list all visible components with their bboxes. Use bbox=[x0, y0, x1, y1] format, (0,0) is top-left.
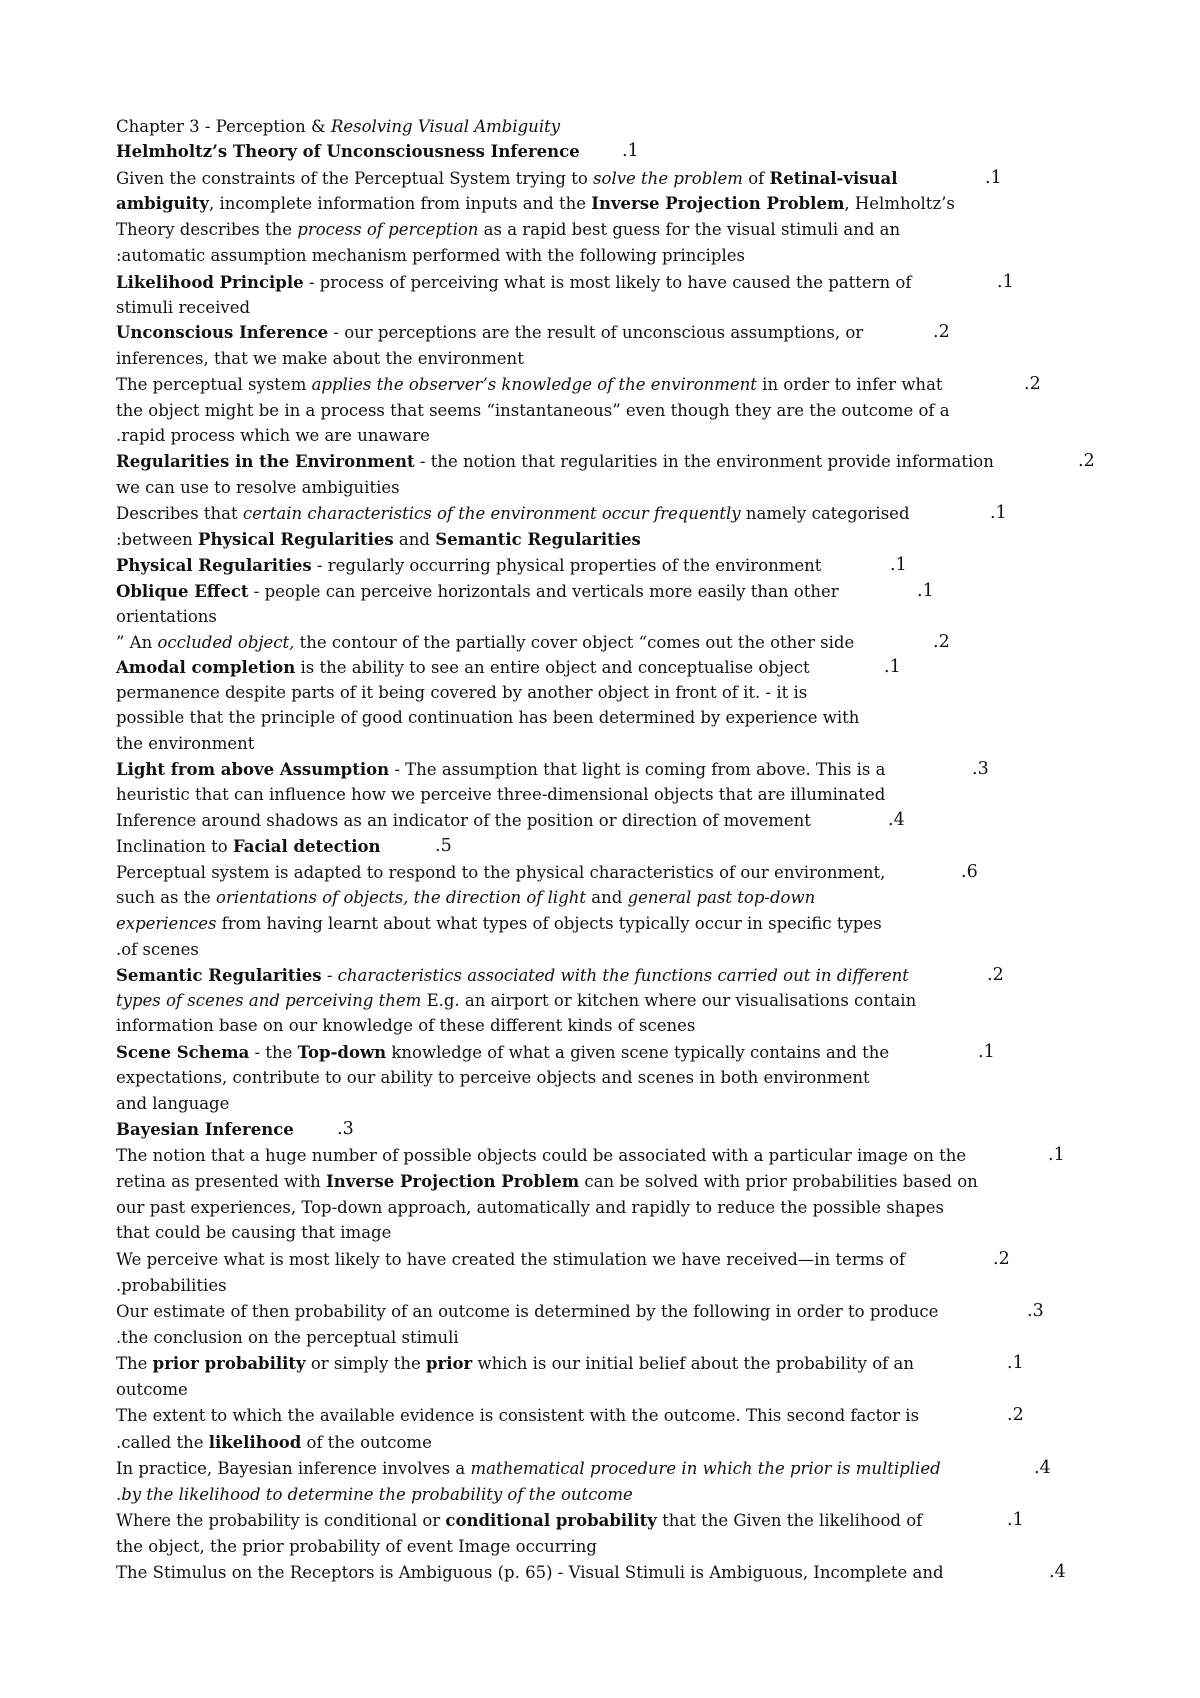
list-number: .4 bbox=[888, 810, 905, 830]
text-line bbox=[116, 784, 885, 806]
text-span: The extent to which the available evidence is consistent with the outcome. This second factor is bbox=[116, 1406, 920, 1425]
text-span: , Helmholtz’s bbox=[844, 194, 955, 213]
text-line bbox=[116, 759, 885, 781]
text-span: expectations, contribute to our ability to perceive objects and scenes in both environment bbox=[116, 1068, 870, 1087]
list-number: .1 bbox=[1048, 1145, 1065, 1165]
text-span: can be solved with prior probabilities based on bbox=[579, 1172, 978, 1191]
italic-text: occluded object, bbox=[157, 633, 295, 652]
bold-text: Top-down bbox=[297, 1043, 387, 1062]
text-span: Given the constraints of the Perceptual System trying to bbox=[116, 169, 594, 188]
text-line bbox=[116, 1484, 633, 1506]
text-span: the object might be in a process that seems “instantaneous” even though they are the outcome of a bbox=[116, 401, 950, 420]
text-span: we can use to resolve ambiguities bbox=[116, 478, 400, 497]
text-span: - regularly occurring physical properties of the environment bbox=[311, 556, 822, 575]
text-line bbox=[116, 219, 900, 241]
bold-text: prior probability bbox=[152, 1354, 306, 1373]
text-line bbox=[116, 1119, 294, 1141]
list-number: .3 bbox=[1027, 1301, 1044, 1321]
italic-text: process of perception bbox=[297, 220, 479, 239]
list-number: .1 bbox=[990, 503, 1007, 523]
bold-text: Regularities in the Environment bbox=[116, 452, 415, 471]
text-span: - our perceptions are the result of unconscious assumptions, or bbox=[328, 323, 864, 342]
text-line bbox=[116, 1275, 227, 1297]
text-span: :between bbox=[116, 530, 199, 549]
text-line bbox=[116, 1145, 966, 1167]
bold-text: Helmholtz’s Theory of Unconsciousness Inference bbox=[116, 142, 580, 161]
text-span: Inference around shadows as an indicator of the position or direction of movement bbox=[116, 811, 811, 830]
text-line bbox=[116, 913, 882, 935]
text-line bbox=[116, 939, 199, 961]
text-span: the contour of the partially cover object “comes out the other side bbox=[294, 633, 855, 652]
list-number: .2 bbox=[1078, 451, 1095, 471]
text-span: - the notion that regularities in the environment provide information bbox=[414, 452, 994, 471]
text-line bbox=[116, 322, 863, 344]
text-span: orientations bbox=[116, 607, 217, 626]
text-line bbox=[116, 272, 911, 294]
text-line bbox=[116, 810, 811, 832]
list-number: .1 bbox=[997, 272, 1014, 292]
text-span: The perceptual system bbox=[116, 375, 312, 394]
text-span: Describes that bbox=[116, 504, 243, 523]
text-line bbox=[116, 887, 815, 909]
text-line bbox=[116, 581, 839, 603]
text-line bbox=[116, 707, 859, 729]
text-span: The Stimulus on the Receptors is Ambiguous (p. 65) - Visual Stimuli is Ambiguous, Incomplete and bbox=[116, 1563, 944, 1582]
chapter-title-italic: Resolving Visual Ambiguity bbox=[330, 117, 561, 136]
text-line bbox=[116, 606, 217, 628]
italic-text: characteristics associated with the functions carried out in different bbox=[337, 966, 909, 985]
text-span: and language bbox=[116, 1094, 230, 1113]
italic-text: solve the problem bbox=[593, 169, 743, 188]
list-number: .1 bbox=[890, 555, 907, 575]
text-line bbox=[116, 374, 943, 396]
text-span: .called the bbox=[116, 1433, 209, 1452]
italic-text: mathematical procedure in which the prior is multiplied bbox=[470, 1459, 941, 1478]
list-number: .1 bbox=[985, 168, 1002, 188]
text-line bbox=[116, 862, 885, 884]
text-line bbox=[116, 555, 821, 577]
list-number: .6 bbox=[961, 862, 978, 882]
text-line bbox=[116, 141, 580, 163]
text-line bbox=[116, 1379, 188, 1401]
text-span: information base on our knowledge of these different kinds of scenes bbox=[116, 1016, 696, 1035]
bold-text: Amodal completion bbox=[116, 658, 296, 677]
list-number: .3 bbox=[972, 759, 989, 779]
list-number: .2 bbox=[987, 965, 1004, 985]
text-span: Inclination to bbox=[116, 837, 233, 856]
text-span: as a rapid best guess for the visual stimuli and an bbox=[478, 220, 901, 239]
italic-text: orientations of objects, the direction of light bbox=[216, 888, 587, 907]
text-span: ” An bbox=[116, 633, 158, 652]
text-span: from having learnt about what types of objects typically occur in specific types bbox=[216, 914, 882, 933]
text-span: which is our initial belief about the probability of an bbox=[472, 1354, 914, 1373]
text-span: retina as presented with bbox=[116, 1172, 326, 1191]
text-span: The notion that a huge number of possible objects could be associated with a particular image on the bbox=[116, 1146, 967, 1165]
list-number: .2 bbox=[933, 632, 950, 652]
text-span: - people can perceive horizontals and verticals more easily than other bbox=[248, 582, 839, 601]
text-span: Perceptual system is adapted to respond to the physical characteristics of our environment, bbox=[116, 863, 886, 882]
text-span: knowledge of what a given scene typically contains and the bbox=[386, 1043, 890, 1062]
text-span: .of scenes bbox=[116, 940, 199, 959]
text-line bbox=[116, 836, 381, 858]
text-line bbox=[116, 425, 430, 447]
text-span: and bbox=[586, 888, 628, 907]
text-line bbox=[116, 1405, 919, 1427]
text-span: possible that the principle of good continuation has been determined by experience with bbox=[116, 708, 860, 727]
text-span: is the ability to see an entire object and conceptualise object bbox=[295, 658, 810, 677]
italic-text: types of scenes and perceiving them bbox=[116, 991, 422, 1010]
bold-text: Oblique Effect bbox=[116, 582, 249, 601]
text-span: the object, the prior probability of event Image occurring bbox=[116, 1537, 597, 1556]
text-span: the environment bbox=[116, 734, 255, 753]
text-line bbox=[116, 632, 854, 654]
text-span: inferences, that we make about the environment bbox=[116, 349, 524, 368]
list-number: .2 bbox=[1007, 1405, 1024, 1425]
text-line bbox=[116, 733, 254, 755]
bold-text: Bayesian Inference bbox=[116, 1120, 294, 1139]
text-line bbox=[116, 1458, 941, 1480]
text-line bbox=[116, 1015, 695, 1037]
text-line bbox=[116, 477, 400, 499]
text-line bbox=[116, 297, 250, 319]
bold-text: Scene Schema bbox=[116, 1043, 250, 1062]
text-line bbox=[116, 1301, 938, 1323]
list-number: .2 bbox=[933, 322, 950, 342]
text-line bbox=[116, 1222, 391, 1244]
bold-text: Unconscious Inference bbox=[116, 323, 329, 342]
list-number: .4 bbox=[1049, 1562, 1066, 1582]
text-line bbox=[116, 990, 916, 1012]
text-span: - the bbox=[249, 1043, 298, 1062]
italic-text: general past top-down bbox=[627, 888, 816, 907]
text-line bbox=[116, 245, 745, 267]
list-number: .1 bbox=[622, 141, 639, 161]
text-line bbox=[116, 1042, 889, 1064]
italic-text: certain characteristics of the environment occur frequently bbox=[242, 504, 741, 523]
bold-text: Inverse Projection Problem bbox=[326, 1172, 580, 1191]
bold-text: ambiguity bbox=[116, 194, 209, 213]
list-number: .4 bbox=[1034, 1458, 1051, 1478]
list-number: .1 bbox=[978, 1042, 995, 1062]
text-span: namely categorised bbox=[740, 504, 910, 523]
text-line bbox=[116, 1171, 978, 1193]
bold-text: Likelihood Principle bbox=[116, 273, 304, 292]
text-line bbox=[116, 348, 524, 370]
bold-text: Semantic Regularities bbox=[435, 530, 641, 549]
text-line bbox=[116, 400, 950, 422]
list-number: .1 bbox=[917, 581, 934, 601]
text-span: Our estimate of then probability of an outcome is determined by the following in order to produce bbox=[116, 1302, 939, 1321]
bold-text: Light from above Assumption bbox=[116, 760, 390, 779]
text-line bbox=[116, 1067, 870, 1089]
bold-text: conditional probability bbox=[445, 1511, 657, 1530]
text-span: in order to infer what bbox=[756, 375, 943, 394]
list-number: .1 bbox=[1007, 1353, 1024, 1373]
text-line bbox=[116, 193, 955, 215]
bold-text: Facial detection bbox=[232, 837, 381, 856]
text-span: E.g. an airport or kitchen where our visualisations contain bbox=[421, 991, 917, 1010]
chapter-title-text: Chapter 3 - Perception & bbox=[116, 117, 331, 136]
text-span: - The assumption that light is coming from above. This is a bbox=[389, 760, 886, 779]
text-line bbox=[116, 1249, 905, 1271]
list-number: .2 bbox=[993, 1249, 1010, 1269]
text-line bbox=[116, 1562, 944, 1584]
text-span: permanence despite parts of it being covered by another object in front of it. - it is bbox=[116, 683, 808, 702]
bold-text: prior bbox=[426, 1354, 473, 1373]
italic-text: by the likelihood to determine the probability of the outcome bbox=[121, 1485, 633, 1504]
bold-text: likelihood bbox=[208, 1433, 302, 1452]
text-span: - process of perceiving what is most likely to have caused the pattern of bbox=[303, 273, 912, 292]
text-span: .rapid process which we are unaware bbox=[116, 426, 430, 445]
list-number: .3 bbox=[337, 1119, 354, 1139]
text-line bbox=[116, 965, 909, 987]
bold-text: Physical Regularities bbox=[116, 556, 312, 575]
text-line bbox=[116, 1093, 229, 1115]
text-span: of bbox=[742, 169, 770, 188]
text-span: :automatic assumption mechanism performed with the following principles bbox=[116, 246, 745, 265]
text-span: heuristic that can influence how we perceive three-dimensional objects that are illuminated bbox=[116, 785, 886, 804]
text-span: that the Given the likelihood of bbox=[656, 1511, 923, 1530]
text-line bbox=[116, 1510, 922, 1532]
text-line bbox=[116, 1432, 432, 1454]
list-number: .2 bbox=[1024, 374, 1041, 394]
bold-text: Semantic Regularities bbox=[116, 966, 322, 985]
text-line bbox=[116, 168, 898, 190]
text-span: our past experiences, Top-down approach, automatically and rapidly to reduce the possible shapes bbox=[116, 1198, 944, 1217]
text-span: such as the bbox=[116, 888, 217, 907]
text-line bbox=[116, 451, 994, 473]
text-span: .the conclusion on the perceptual stimuli bbox=[116, 1328, 459, 1347]
text-span: The bbox=[116, 1354, 153, 1373]
text-span: of the outcome bbox=[301, 1433, 432, 1452]
list-number: .1 bbox=[1007, 1510, 1024, 1530]
text-span: Where the probability is conditional or bbox=[116, 1511, 446, 1530]
text-line bbox=[116, 682, 807, 704]
text-span: In practice, Bayesian inference involves a bbox=[116, 1459, 471, 1478]
text-line bbox=[116, 1327, 459, 1349]
text-span: , incomplete information from inputs and the bbox=[208, 194, 592, 213]
italic-text: . bbox=[116, 1485, 122, 1504]
text-line bbox=[116, 503, 910, 525]
text-line bbox=[116, 657, 810, 679]
text-span: or simply the bbox=[305, 1354, 426, 1373]
text-line bbox=[116, 1197, 944, 1219]
bold-text: Physical Regularities bbox=[198, 530, 394, 549]
text-span: Theory describes the bbox=[116, 220, 298, 239]
text-span: .probabilities bbox=[116, 1276, 227, 1295]
italic-text: experiences bbox=[116, 914, 217, 933]
text-span: that could be causing that image bbox=[116, 1223, 392, 1242]
chapter-title bbox=[116, 116, 560, 138]
list-number: .1 bbox=[884, 657, 901, 677]
text-line bbox=[116, 1353, 914, 1375]
bold-text: Inverse Projection Problem bbox=[591, 194, 845, 213]
text-span: outcome bbox=[116, 1380, 188, 1399]
italic-text: applies the observer’s knowledge of the environment bbox=[311, 375, 757, 394]
text-span: and bbox=[393, 530, 436, 549]
list-number: .5 bbox=[435, 836, 452, 856]
bold-text: Retinal-visual bbox=[769, 169, 898, 188]
text-span: - bbox=[321, 966, 338, 985]
text-span: We perceive what is most likely to have created the stimulation we have received—in terms of bbox=[116, 1250, 906, 1269]
text-span: stimuli received bbox=[116, 298, 251, 317]
text-line bbox=[116, 1536, 597, 1558]
text-line bbox=[116, 529, 641, 551]
